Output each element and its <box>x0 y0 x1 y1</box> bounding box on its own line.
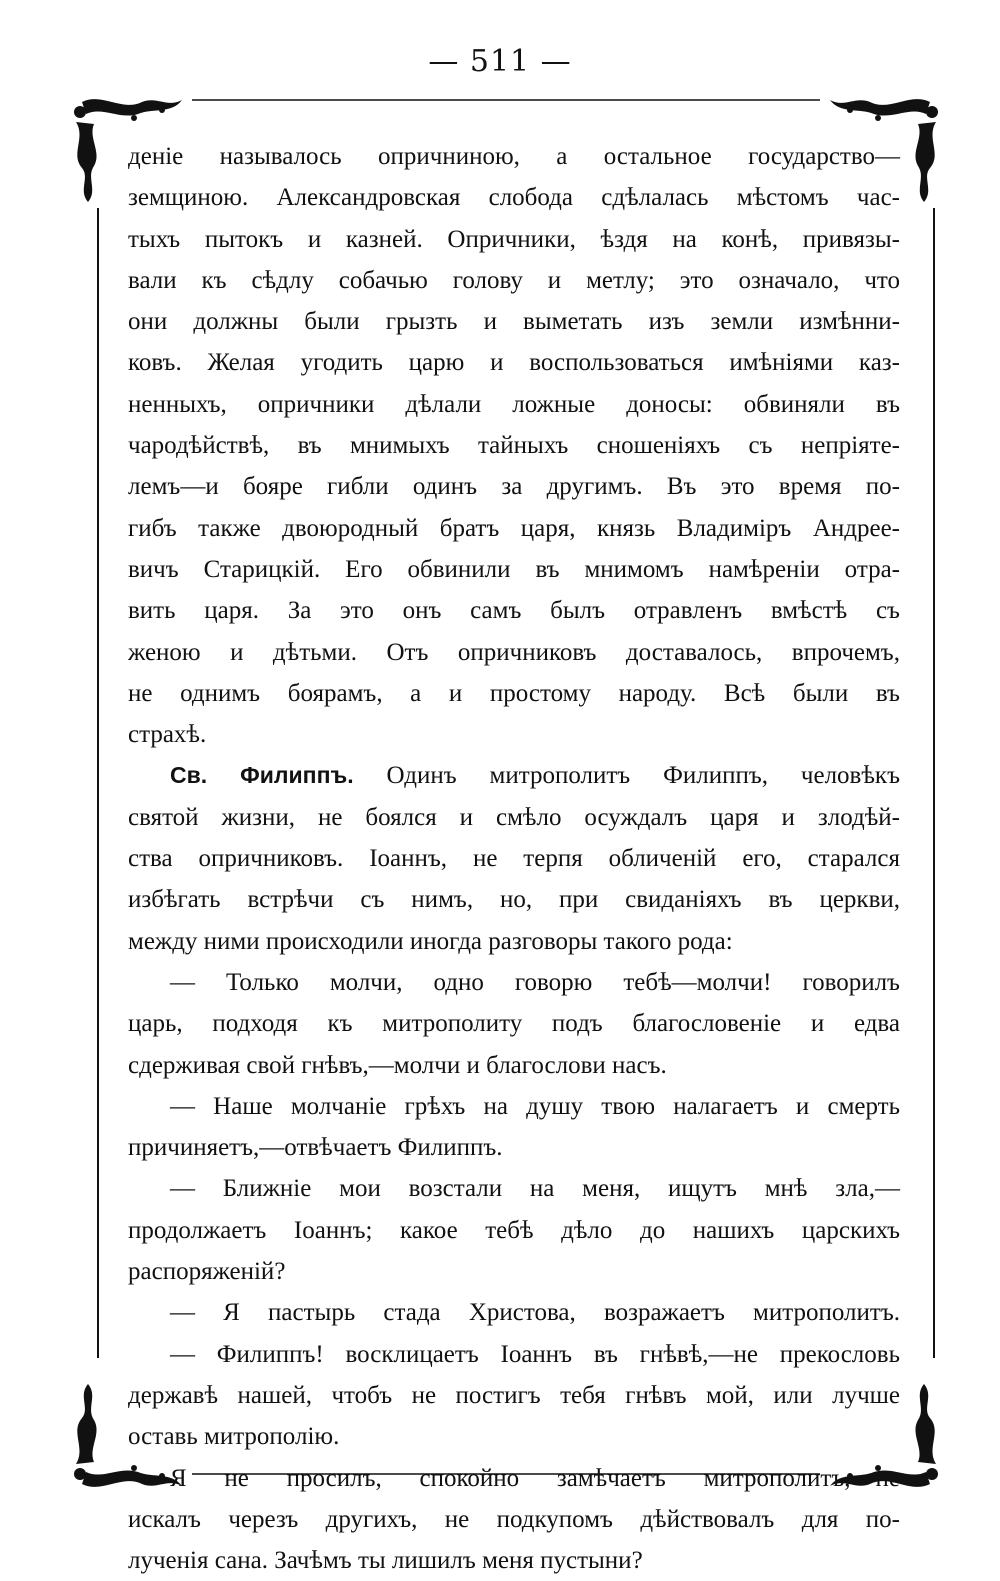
dialogue-line: Я не просилъ, спокойно замѣчаетъ митрополитъ,—не <box>170 1464 900 1492</box>
text-line: святой жизни, не боялся и смѣло осуждалъ царя и злодѣй- <box>128 803 900 831</box>
text-line: гибъ также двоюродный братъ царя, князь Владиміръ Андрее- <box>128 514 900 542</box>
dialogue-line: царь, подходя къ митрополиту подъ благословеніе и едва <box>128 1010 900 1038</box>
text-line: деніе называлось опричниною, а остальное государство— <box>128 143 900 170</box>
text-line: избѣгать встрѣчи съ нимъ, но, при свиданіяхъ въ церкви, <box>128 886 900 914</box>
dialogue-line: сдерживая свой гнѣвъ,—молчи и благослови насъ. <box>128 1051 667 1079</box>
text-line: не однимъ боярамъ, а и простому народу. Всѣ были въ <box>128 679 900 707</box>
section-first-line <box>128 755 900 796</box>
text-line: между ними происходили иногда разговоры такого рода: <box>128 927 733 955</box>
dialogue-line: — Я пастырь стада Христова, возражаетъ митрополитъ. <box>170 1299 900 1327</box>
section-first-line-text: Одинъ митрополитъ Филиппъ, человѣкъ <box>386 762 900 790</box>
text-line: земщиною. Александровская слобода сдѣлалась мѣстомъ час- <box>128 184 900 212</box>
text-line: лемъ—и бояре гибли одинъ за другимъ. Въ это время по- <box>128 473 900 501</box>
text-line: женою и дѣтьми. Отъ опричниковъ доставалось, впрочемъ, <box>128 638 900 666</box>
text-line: вичъ Старицкій. Его обвинили въ мнимомъ намѣреніи отра- <box>128 555 900 583</box>
text-line: ненныхъ, опричники дѣлали ложные доносы: обвиняли въ <box>128 390 900 418</box>
dialogue-line: лученія сана. Зачѣмъ ты лишилъ меня пустыни? <box>128 1547 643 1575</box>
text-line: вали къ сѣдлу собачью голову и метлу; это означало, что <box>128 266 900 294</box>
page-number: — 511 — <box>428 44 572 79</box>
dialogue-line: — Наше молчаніе грѣхъ на душу твою налагаетъ и смерть <box>170 1092 900 1120</box>
text-line: вить царя. За это онъ самъ былъ отравленъ вмѣстѣ съ <box>128 597 900 625</box>
dialogue-line: оставь митрополію. <box>128 1423 340 1451</box>
dialogue-line: искалъ черезъ другихъ, не подкупомъ дѣйствовалъ для по- <box>128 1505 900 1533</box>
dialogue-line: — Ближніе мои возстали на меня, ищутъ мнѣ зла,— <box>170 1175 900 1203</box>
text-line: они должны были грызть и выметать изъ земли измѣнни- <box>128 308 900 336</box>
text-line: страхѣ. <box>128 721 207 749</box>
dialogue-line: — Филиппъ! восклицаетъ Іоаннъ въ гнѣвѣ,—не прекословь <box>170 1340 900 1368</box>
text-line: тыхъ пытокъ и казней. Опричники, ѣздя на конѣ, привязы- <box>128 225 900 253</box>
dialogue-line: распоряженій? <box>128 1258 286 1286</box>
section-heading: Св. Филиппъ. <box>170 762 354 789</box>
text-line: ковъ. Желая угодить царю и воспользоваться имѣніями каз- <box>128 349 900 377</box>
main-text <box>128 136 900 1581</box>
text-line: ства опричниковъ. Іоаннъ, не терпя обличеній его, старался <box>128 845 900 873</box>
dialogue-line: причиняетъ,—отвѣчаетъ Филиппъ. <box>128 1134 503 1162</box>
text-line: чародѣйствѣ, въ мнимыхъ тайныхъ сношеніяхъ съ непріяте- <box>128 432 900 460</box>
dialogue-line: — Только молчи, одно говорю тебѣ—молчи! говорилъ <box>170 968 900 996</box>
dialogue-line: продолжаетъ Іоаннъ; какое тебѣ дѣло до нашихъ царскихъ <box>128 1216 900 1244</box>
dialogue-line: державѣ нашей, чтобъ не постигъ тебя гнѣвъ мой, или лучше <box>128 1381 900 1409</box>
